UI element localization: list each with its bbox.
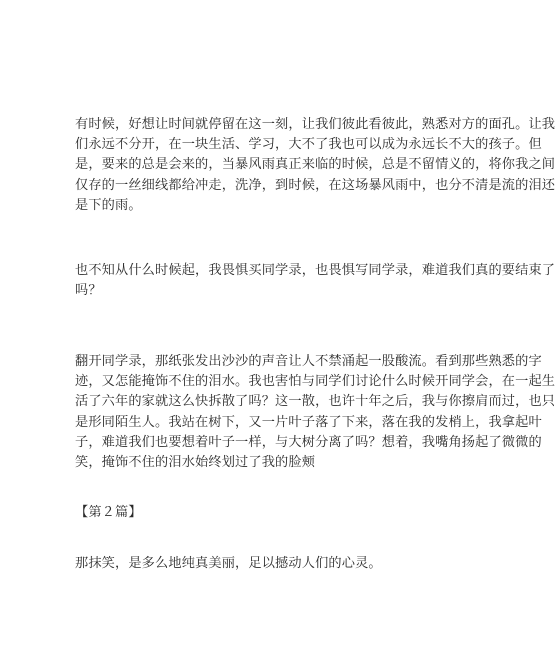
paragraph-1 xyxy=(75,115,555,216)
section-heading-text: 【第２篇】 xyxy=(75,505,142,520)
text-line: 那抹笑，是多么地纯真美丽，足以撼动人们的心灵。 xyxy=(75,556,382,571)
text-line: 子，难道我们也要想着叶子一样，与大树分离了吗？想着，我嘴角扬起了微微的 xyxy=(75,434,542,450)
text-line: 活了六年的家就这么快拆散了吗？这一散，也许十年之后，我与你擦肩而过，也只 xyxy=(75,394,555,410)
text-line: 吗？ xyxy=(75,283,102,299)
text-line: 有时候，好想让时间就停留在这一刻，让我们彼此看彼此，熟悉对方的面孔。让我 xyxy=(75,117,555,132)
text-line: 是形同陌生人。我站在树下，又一片叶子落了下来，落在我的发梢上，我拿起叶 xyxy=(75,414,542,430)
text-line: 们永远不分开，在一块生活、学习，大不了我也可以成为永远长不大的孩子。但 xyxy=(75,137,542,153)
text-line: 也不知从什么时候起，我畏惧买同学录，也畏惧写同学录，难道我们真的要结束了 xyxy=(75,263,555,278)
paragraph-3 xyxy=(75,352,555,473)
text-line: 翻开同学录，那纸张发出沙沙的声音让人不禁涌起一股酸流。看到那些熟悉的字 xyxy=(75,354,542,369)
closing-paragraph xyxy=(75,554,437,574)
text-line: 仅存的一丝细线都给冲走，洗净，到时候，在这场暴风雨中，也分不清是流的泪还 xyxy=(75,177,555,193)
paragraph-2 xyxy=(75,261,555,301)
text-line: 是下的雨。 xyxy=(75,197,142,213)
text-line: 笑，掩饰不住的泪水始终划过了我的脸颊 xyxy=(75,455,316,471)
section-heading xyxy=(75,503,437,523)
text-line: 迹，又怎能掩饰不住的泪水。我也害怕与同学们讨论什么时候开同学会，在一起生 xyxy=(75,374,555,390)
text-line: 是，要来的总是会来的，当暴风雨真正来临的时候，总是不留情义的，将你我之间 xyxy=(75,157,555,173)
